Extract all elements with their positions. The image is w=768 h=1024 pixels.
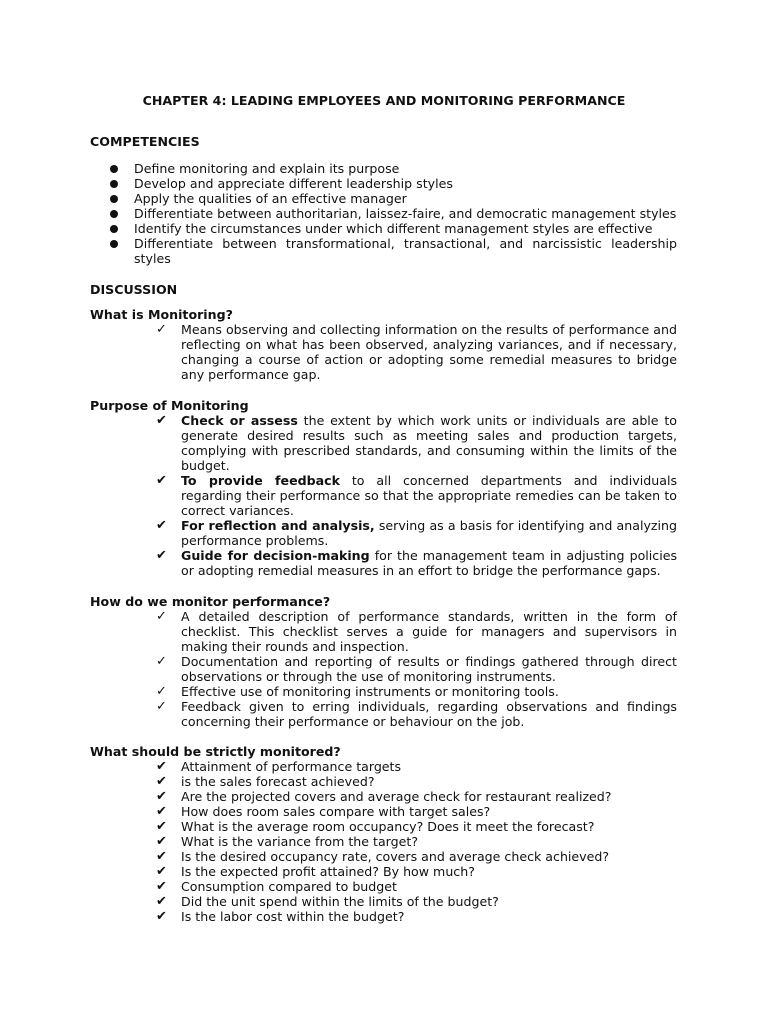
bullet-icon <box>110 240 118 248</box>
how-list <box>156 609 677 729</box>
checkmark-icon: ✔ <box>156 518 167 533</box>
list-item: ✔ Did the unit spend within the limits of the budget? <box>156 894 499 909</box>
how-heading: How do we monitor performance? <box>90 594 331 609</box>
competencies-list <box>90 161 677 266</box>
purpose-heading: Purpose of Monitoring <box>90 398 249 413</box>
checkmark-icon: ✓ <box>156 699 167 714</box>
checkmark-icon: ✔ <box>156 774 167 789</box>
what-is-monitoring-heading: What is Monitoring? <box>90 307 233 322</box>
list-item: ✔ Check or assess the extent by which work units or individuals are able to generate desired results such as meeting sales and production targets, complying with prescribed standards, and consuming within the limits of the budget. <box>156 413 677 473</box>
list-item: ✓ Feedback given to erring individuals, regarding observations and findings concerning their performance or behaviour on the job. <box>156 699 677 729</box>
strictly-monitored-list <box>156 759 677 924</box>
discussion-heading: DISCUSSION <box>90 282 178 297</box>
list-item: ✔ Is the desired occupancy rate, covers and average check achieved? <box>156 849 610 864</box>
checkmark-icon: ✔ <box>156 909 167 924</box>
list-item: Define monitoring and explain its purpose <box>90 161 677 176</box>
list-item: ✔ To provide feedback to all concerned departments and individuals regarding their performance so that the appropriate remedies can be taken to correct variances. <box>156 473 678 518</box>
list-item: Differentiate between transformational, transactional, and narcissistic leadership styles <box>90 236 677 266</box>
bullet-icon <box>110 225 118 233</box>
chapter-title: CHAPTER 4: LEADING EMPLOYEES AND MONITORING PERFORMANCE <box>142 93 626 108</box>
list-item: ✔ Consumption compared to budget <box>156 879 397 894</box>
checkmark-icon: ✔ <box>156 789 167 804</box>
list-item: ✔ Are the projected covers and average check for restaurant realized? <box>156 789 612 804</box>
strictly-monitored-heading: What should be strictly monitored? <box>90 744 341 759</box>
list-item: ✔ What is the variance from the target? <box>156 834 419 849</box>
checkmark-icon: ✔ <box>156 864 167 879</box>
checkmark-icon: ✔ <box>156 894 167 909</box>
list-item: ✓ A detailed description of performance standards, written in the form of checklist. This checklist serves a guide for managers and supervisors in making their rounds and inspection. <box>156 609 677 654</box>
list-item: ✓ Documentation and reporting of results or findings gathered through direct observations or through the use of monitoring instruments. <box>156 654 677 684</box>
list-item: Develop and appreciate different leadership styles <box>90 176 677 191</box>
checkmark-icon: ✔ <box>156 849 167 864</box>
list-item: ✔ Guide for decision-making for the management team in adjusting policies or adopting remedial measures in an effort to bridge the performance gaps. <box>156 548 678 578</box>
competencies-heading: COMPETENCIES <box>90 134 200 149</box>
list-item: Differentiate between authoritarian, laissez-faire, and democratic management styles <box>90 206 677 221</box>
checkmark-icon: ✔ <box>156 473 167 488</box>
list-item: Apply the qualities of an effective manager <box>90 191 677 206</box>
checkmark-icon: ✔ <box>156 759 167 774</box>
list-item: Identify the circumstances under which different management styles are effective <box>90 221 677 236</box>
checkmark-icon: ✓ <box>156 609 167 624</box>
checkmark-icon: ✔ <box>156 834 167 849</box>
checkmark-icon: ✔ <box>156 879 167 894</box>
purpose-list <box>156 413 677 578</box>
checkmark-icon: ✔ <box>156 819 167 834</box>
list-item: ✔ is the sales forecast achieved? <box>156 774 375 789</box>
checkmark-icon: ✔ <box>156 548 167 563</box>
bullet-icon <box>110 195 118 203</box>
checkmark-icon: ✔ <box>156 804 167 819</box>
checkmark-icon: ✓ <box>156 322 167 337</box>
list-item: ✔ What is the average room occupancy? Does it meet the forecast? <box>156 819 595 834</box>
list-item: ✔ Is the labor cost within the budget? <box>156 909 405 924</box>
checkmark-icon: ✓ <box>156 654 167 669</box>
checkmark-icon: ✔ <box>156 413 167 428</box>
list-item: ✔ How does room sales compare with target sales? <box>156 804 491 819</box>
bullet-icon <box>110 165 118 173</box>
list-item: ✔ For reflection and analysis, serving as a basis for identifying and analyzing performance problems. <box>156 518 677 548</box>
what-is-monitoring-list <box>156 322 677 382</box>
bullet-icon <box>110 210 118 218</box>
checkmark-icon: ✓ <box>156 684 167 699</box>
list-item: ✓ Means observing and collecting information on the results of performance and reflecting on what has been observed, analyzing variances, and if necessary, changing a course of action or adopting some remedial measures to bridge any performance gap. <box>156 322 677 382</box>
bullet-icon <box>110 180 118 188</box>
list-item: ✔ Attainment of performance targets <box>156 759 402 774</box>
list-item: ✔ Is the expected profit attained? By how much? <box>156 864 475 879</box>
list-item: ✓ Effective use of monitoring instruments or monitoring tools. <box>156 684 559 699</box>
